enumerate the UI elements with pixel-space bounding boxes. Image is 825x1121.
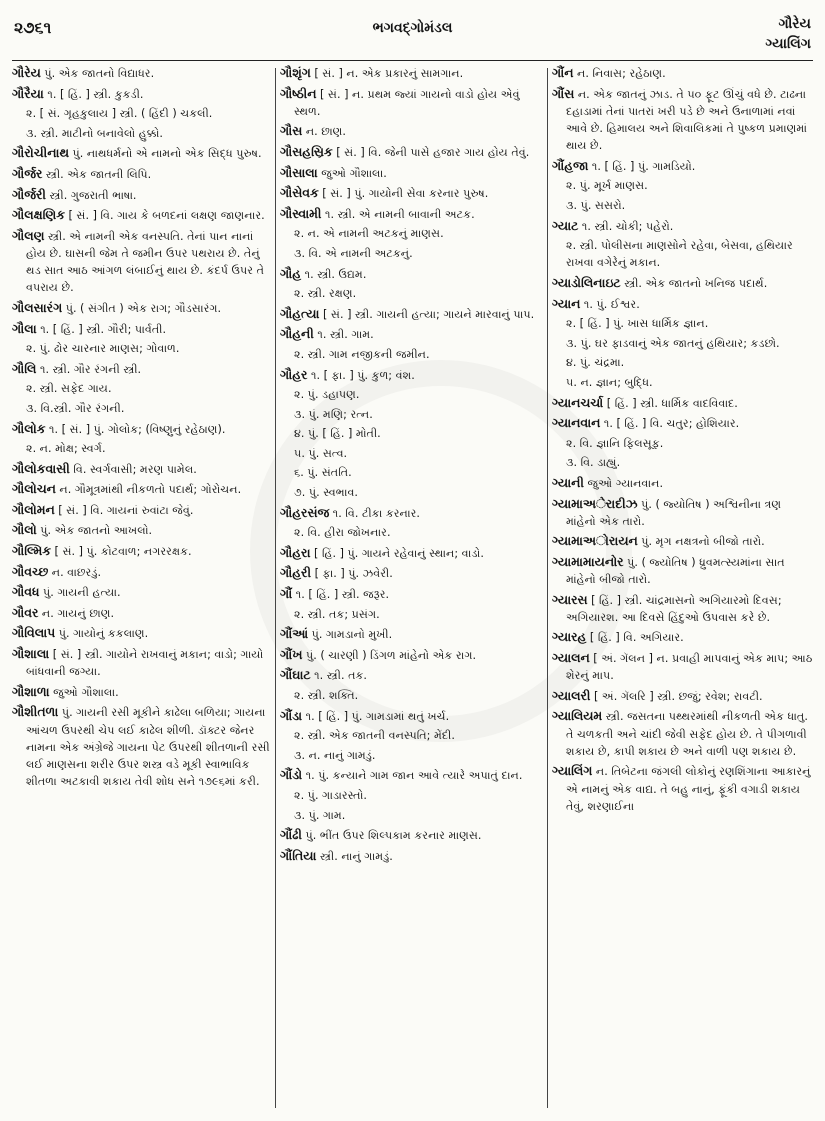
entry-headword: ગ્યાલન [552, 650, 590, 666]
entry-definition: [ અં. ગૅલન ] ન. પ્રવાહી માપવાનું એક માપ; આઠ શેરનું માપ. [566, 652, 813, 683]
entry-headword: ગૌહત્યા [280, 305, 320, 321]
entry-sense: ૨. ન. એ નામની અટકનું માણસ. [294, 227, 444, 241]
entry-definition: પું. ( જ્યોતિષ ) ધ્રુવમત્સ્યમાંના સાત માંહેનો બીજો તારો. [566, 555, 785, 587]
entry-headword: ગૌર્જરી [12, 186, 46, 202]
dictionary-entry [280, 666, 542, 684]
entry-sense: ૨. સ્ત્રી. પોલીસના માણસોને રહેવા, બેસવા, હથિયાર રાખવા વગેરેનું મકાન. [566, 239, 793, 270]
dictionary-entry [552, 762, 813, 815]
entry-definition: ૧. [ હિં. ] પું. ગામડિયો. [591, 159, 696, 173]
dictionary-entry [12, 563, 270, 581]
entry-sense: ૨. સ્ત્રી. ગામ નજીકની જમીન. [294, 347, 430, 361]
entry-definition: [ ફા. ] પું. ઝવેરી. [314, 567, 393, 581]
entry-definition: પું. ( ચારણી ) ડિંગળ માંહેનો એક રાગ. [305, 648, 477, 662]
entry-sense: ૩. વિ. એ નામની અટકનું. [294, 246, 413, 260]
entry-sense: ૨. ન. મોક્ષ; સ્વર્ગ. [26, 442, 106, 456]
dictionary-entry [12, 501, 270, 519]
entry-definition: [ સં. ] વિ. જેની પાસે હજાર ગાય હોય તેવું. [336, 145, 530, 159]
dictionary-entry [280, 64, 542, 82]
entry-definition: [ અં. ગૅલરિ ] સ્ત્રી. છજું; રવેશ; રાવટી. [594, 689, 763, 703]
entry-headword: ગૌવચ્છ [12, 563, 49, 579]
dictionary-entry [280, 707, 542, 725]
dictionary-entry [552, 474, 813, 492]
entry-sense: ૨. પું. ડહાપણ. [294, 388, 360, 402]
entry-definition: સ્ત્રી. એક જાતની લિપિ. [45, 167, 152, 181]
dictionary-entry [280, 122, 542, 140]
entry-sense: ૩. પું. સસરો. [566, 198, 626, 212]
dictionary-entry [280, 504, 542, 522]
entry-definition: પું. મૃગ નક્ષત્રનો બીજો તારો. [641, 535, 765, 549]
entry-definition: ૧. [ હિં. ] પું. ગામડામાં થતું ખર્ચ. [305, 709, 450, 723]
column-3 [552, 64, 813, 1114]
entry-headword: ગૌંતિયા [280, 847, 317, 863]
entry-headword: ગ્યાટ [552, 217, 579, 233]
entry-definition: સ્ત્રી. એક જાતનો ખનિજ પદાર્થ. [624, 276, 768, 290]
entry-headword: ગૌસ્વામી [280, 205, 322, 221]
entry-headword: ગૌવધ [12, 584, 40, 600]
dictionary-entry [552, 532, 813, 550]
entry-headword: ગૌલોમન [12, 501, 55, 517]
dictionary-entry [12, 683, 270, 701]
running-title: ભગવદ્ગોમંડલ [372, 20, 453, 36]
guide-word-first: ગૌરેય [778, 16, 811, 32]
entry-headword: ગૌસહસ્રિક [280, 143, 333, 159]
dictionary-entry [12, 542, 270, 560]
entry-definition: ૧. સ્ત્રી. ગૌર રંગની સ્ત્રી. [39, 362, 142, 376]
entry-headword: ગૌંડો [280, 767, 303, 783]
dictionary-entry [12, 604, 270, 622]
dictionary-entry [280, 164, 542, 182]
entry-headword: ગૌહ [280, 265, 302, 281]
entry-definition: ૧. [ હિં. ] સ્ત્રી. કુકડી. [47, 87, 144, 101]
entry-definition: [ સં. ] પું. ગાયોની સેવા કરનાર પુરુષ. [322, 187, 489, 201]
entry-definition: ૧. વિ. ટીકા કરનાર. [332, 506, 420, 520]
header-rule [12, 60, 813, 61]
entry-definition: ન. એક જાતનું ઝાડ. તે ૫૦ ફૂટ ઊંચું વધે છે. ટાઢના દહાડામાં તેનાં પાતરાં ખરી પડે છે અને ઉનાળામાં નવાં આવે છે. હિમાલય અને શિવાલિકમાં તે પુષ્કળ પ્રમાણમાં થાય છે. [566, 87, 807, 153]
entry-headword: ગૌલક્ષણિક [12, 207, 65, 223]
entry-definition: ૧. [ હિં. ] સ્ત્રી. જરૂર. [295, 588, 390, 602]
dictionary-entry [12, 360, 270, 378]
entry-definition: ન. છાણ. [305, 125, 346, 139]
entry-sense: ૨. વિ. જ્ઞાનિ ફિલસૂફ. [566, 436, 664, 450]
dictionary-entry [12, 420, 270, 438]
entry-definition: વિ. સ્વર્ગવાસી; મરણ પામેલ. [73, 462, 197, 476]
entry-headword: ગૌં [280, 586, 293, 602]
entry-definition: ૧. પું. કન્યાને ગામ જાન આવે ત્યારે અપાતું દાન. [305, 769, 523, 783]
entry-definition: પું. ગાયની રસી મૂકીને કાઢેલા બળિયા; ગાયના આંચળ ઉપરથી ચેપ લઈ કાઢેલ શીળી. ડૉક્ટર જેનર નામના એક અંગ્રેજે ગાયના પેટ ઉપરથી શીતળાની રસી લઈ માણસના શરીર ઉપર શસ્ત્ર વડે મૂકી સ્વાભાવિક શીતળા અટકાવી શકાય તેવી શોધ સને ૧૭૯૬માં કરી. [26, 706, 270, 789]
dictionary-entry [552, 628, 813, 646]
entry-definition: ૧. સ્ત્રી. ઉદ્યમ. [304, 267, 367, 281]
entry-definition: જુઓ ગ્યાનવાન. [587, 476, 664, 490]
entry-headword: ગૌલોચન [12, 481, 56, 497]
entry-headword: ગૌંહજા [552, 157, 589, 173]
entry-headword: ગૌશાલા [12, 646, 50, 662]
entry-definition: ન. તિબેટના જંગલી લોકોનું રણશિંગાના આકારનું એ નામનું એક વાદ્ય. તે બહુ નાનું, ફૂંકી વગાડી શકાય તેવું, શરણાઈના [566, 765, 811, 813]
entry-headword: ગૌંડા [280, 707, 303, 723]
guide-words [765, 14, 811, 54]
dictionary-entry [12, 227, 270, 297]
entry-definition: ૧. સ્ત્રી. એ નામની બાવાની અટક. [324, 207, 475, 221]
dictionary-entry [280, 265, 542, 283]
column-2 [280, 64, 542, 1114]
entry-headword: ગૌષ્ઠીન [280, 85, 317, 101]
column-divider [275, 68, 276, 1108]
dictionary-entry [552, 553, 813, 588]
entry-headword: ગ્યાન [552, 295, 581, 311]
entry-headword: ગૌંઢી [280, 827, 302, 843]
entry-headword: ગૌલોકવાસી [12, 460, 70, 476]
dictionary-entry [280, 544, 542, 562]
entry-headword: ગ્યાલિંગ [552, 763, 593, 779]
dictionary-entry [280, 564, 542, 582]
entry-definition: સ્ત્રી. ગુજરાતી ભાષા. [49, 188, 137, 202]
dictionary-entry [280, 85, 542, 120]
dictionary-entry [280, 585, 542, 603]
entry-headword: ગૌલો [12, 522, 37, 538]
entry-definition: પું. ગાયની હત્યા. [42, 586, 121, 600]
entry-definition: જુઓ ગૌશાલા. [53, 685, 119, 699]
entry-definition: ૧. [ હિં. ] સ્ત્રી. ગૌરી; પાર્વતી. [40, 322, 167, 336]
entry-sense: ૨. [ હિં. ] પું. ખાસ ધાર્મિક જ્ઞાન. [566, 317, 709, 331]
dictionary-entry [12, 320, 270, 338]
dictionary-entry [552, 495, 813, 530]
dictionary-entry [552, 157, 813, 175]
entry-headword: ગૌંઆં [280, 626, 308, 642]
entry-sense: ૨. વિ. હીરા જોખનાર. [294, 526, 391, 540]
dictionary-entry [552, 274, 813, 292]
dictionary-entry [12, 64, 270, 82]
dictionary-columns [12, 64, 813, 1114]
dictionary-entry [12, 460, 270, 478]
entry-sense: ૬. પું. સંતતિ. [294, 466, 352, 480]
entry-sense: ૨. સ્ત્રી. તક; પ્રસંગ. [294, 607, 380, 621]
entry-headword: ગૌવર [12, 604, 39, 620]
dictionary-entry [12, 645, 270, 680]
dictionary-entry [280, 366, 542, 384]
entry-headword: ગૌહરા [280, 544, 311, 560]
entry-definition: ૧. સ્ત્રી. તક. [314, 669, 367, 683]
entry-headword: ગ્યાલિયમ [552, 708, 603, 724]
page-number: ૨૭૬૧ [14, 18, 52, 37]
entry-headword: ગૌલ્મિક [12, 543, 51, 559]
entry-definition: ૧. સ્ત્રી. ચોકી; પહેરો. [581, 219, 674, 233]
entry-headword: ગ્યાનચર્ચા [552, 394, 604, 410]
entry-headword: ગૌલા [12, 320, 37, 336]
entry-definition: પું. ગામડાનો મુખી. [311, 628, 393, 642]
dictionary-entry [12, 85, 270, 103]
dictionary-entry [280, 826, 542, 844]
entry-sense: ૫. ન. જ્ઞાન; બુદ્ધિ. [566, 375, 653, 389]
entry-headword: ગૌલણ [12, 227, 45, 243]
entry-headword: ગૌલસારંગ [12, 299, 63, 315]
entry-headword: ગૌસાલા [280, 164, 318, 180]
entry-sense: ૨. સ્ત્રી. સફેદ ગાય. [26, 382, 112, 396]
page-header [0, 0, 825, 58]
entry-sense: ૩. વિ. ડાહ્યું. [566, 456, 621, 470]
column-divider [547, 68, 548, 1108]
dictionary-entry [280, 205, 542, 223]
entry-sense: ૭. પું. સ્વભાવ. [294, 486, 358, 500]
entry-sense: ૨. પું. મૂર્ખ માણસ. [566, 179, 648, 193]
entry-definition: જુઓ ગૌશાલા. [321, 166, 387, 180]
entry-definition: ન. વાછરડું. [51, 565, 102, 579]
entry-headword: ગ્યામાઅોરાયન [552, 533, 638, 549]
entry-headword: ગૌહરસંજ [280, 504, 330, 520]
entry-headword: ગ્યાની [552, 474, 584, 490]
entry-sense: ૩. ન. નાનું ગામડું. [294, 748, 376, 762]
entry-definition: સ્ત્રી. નાનું ગામડું. [320, 849, 393, 863]
entry-headword: ગ્યાલરી [552, 687, 591, 703]
entry-definition: [ સં. ] વિ. ગાય કે બળદનાં લક્ષણ જાણનાર. [68, 209, 265, 223]
entry-headword: ગૌલિ [12, 360, 37, 376]
entry-sense: ૨. સ્ત્રી. શક્તિ. [294, 689, 359, 703]
entry-sense: ૩. સ્ત્રી. માટીનો બનાવેલો હુક્કો. [26, 126, 163, 140]
dictionary-entry [12, 703, 270, 790]
dictionary-entry [280, 625, 542, 643]
entry-definition: [ હિં. ] વિ. અગિયાર. [589, 631, 684, 645]
entry-definition: [ હિં. ] સ્ત્રી. ધાર્મિક વાદવિવાદ. [606, 396, 738, 410]
entry-definition: ન. ગૌમૂત્રમાંથી નીકળતો પદાર્થ; ગોરોચન. [59, 483, 242, 497]
entry-headword: ગ્યાડોલિનાઇટ [552, 274, 621, 290]
dictionary-entry [12, 186, 270, 204]
entry-definition: પું. એક જાતનો વિદ્યાધર. [44, 67, 155, 80]
entry-definition: [ હિં. ] સ્ત્રી. ચાંદ્રમાસનો અગિયારમો દિવસ; અગિયારશ. આ દિવસે હિંદુઓ ઉપવાસ કરે છે. [566, 593, 782, 624]
entry-definition: [ હિં. ] પું. ગાયને રહેવાનું સ્થાન; વાડો. [314, 546, 484, 560]
entry-sense: ૩. પું. ઘર ફાડવાનું એક જાતનું હથિયાર; કડછો. [566, 336, 780, 350]
entry-headword: ગ્યારસ [552, 591, 588, 607]
entry-headword: ગ્યામાઅેરાદીઝ [552, 495, 638, 511]
entry-definition: [ સં. ] સ્ત્રી. ગાયોને રાખવાનું મકાન; વાડો; ગાયો બાંધવાની જગ્યા. [26, 648, 264, 679]
dictionary-entry [552, 707, 813, 760]
dictionary-entry [280, 646, 542, 664]
entry-definition: પું. ભીંત ઉપર શિલ્પકામ કરનાર માણસ. [305, 829, 482, 843]
entry-sense: ૩. વિ.સ્ત્રી. ગૌર રંગની. [26, 401, 125, 415]
dictionary-entry [552, 85, 813, 155]
entry-definition: [ સં. ] ન. એક પ્રકારનું સામગાન. [314, 67, 464, 80]
entry-headword: ગૌસેવક [280, 185, 319, 201]
entry-headword: ગૌરેય [12, 65, 41, 80]
entry-definition: પું. ( સંગીત ) એક રાગ; ગૌડસારંગ. [65, 301, 222, 315]
entry-sense: ૪. પું. ચંદ્રમા. [566, 356, 625, 370]
entry-headword: ગૌહરી [280, 565, 311, 581]
entry-definition: ન. ગાયનું છાણ. [41, 606, 115, 620]
entry-sense: ૩. પું. ગામ. [294, 808, 346, 822]
dictionary-entry [12, 144, 270, 162]
entry-definition: પું. એક જાતનો આખલો. [40, 524, 153, 538]
entry-sense: ૨. [ સં. ગૃહકુલાય ] સ્ત્રી. ( હિંદી ) ચકલી. [26, 107, 213, 121]
entry-headword: ગૌંખ [280, 646, 303, 662]
dictionary-entry [552, 217, 813, 235]
entry-headword: ગૌશીતળા [12, 704, 59, 720]
entry-sense: ૩. પું. મણિ; રત્ન. [294, 407, 373, 421]
dictionary-entry [552, 414, 813, 432]
entry-definition: ૧. પું. ઈશ્વર. [583, 297, 640, 311]
entry-headword: ગૌરૈયા [12, 85, 44, 101]
entry-headword: ગૌસ [280, 123, 303, 139]
dictionary-entry [12, 521, 270, 539]
dictionary-entry [280, 184, 542, 202]
entry-headword: ગૌર્જર [12, 165, 43, 181]
entry-definition: ૧. સ્ત્રી. ગામ. [317, 328, 374, 342]
entry-headword: ગૌશાળા [12, 683, 50, 699]
entry-headword: ગૌલોક [12, 420, 46, 436]
entry-definition: ૧. [ હિં. ] વિ. ચતુર; હોશિયાર. [603, 417, 740, 431]
dictionary-entry [552, 394, 813, 412]
entry-definition: [ સં. ] ન. પ્રથમ જ્યાં ગાયનો વાડો હોય એવું સ્થળ. [294, 87, 520, 118]
dictionary-entry [552, 295, 813, 313]
entry-definition: સ્ત્રી. એ નામની એક વનસ્પતિ. તેનાં પાન નાનાં હોય છે. ઘાસની જેમ તે જમીન ઉપર પથરાય છે. તેનું થડ સાત આઠ આંગળ લંબાઈનું થાય છે. કંદર્પ ઉપર તે વપરાય છે. [26, 229, 264, 295]
dictionary-entry [12, 165, 270, 183]
entry-definition: [ સં. ] વિ. ગાયનાં રુવાંટા જેવું. [58, 503, 194, 517]
column-1 [12, 64, 270, 1114]
entry-sense: ૨. પું. ઢોર ચારનાર માણસ; ગોવાળ. [26, 342, 180, 356]
entry-definition: ૧. [ ફા. ] પું. કુળ; વંશ. [311, 368, 415, 382]
dictionary-entry [280, 143, 542, 161]
entry-sense: ૨. સ્ત્રી. રક્ષણ. [294, 287, 357, 301]
dictionary-entry [280, 766, 542, 784]
entry-definition: ૧. [ સં. ] પું. ગોલોક; (વિષ્ણુનું રહેઠાણ). [49, 422, 226, 436]
dictionary-entry [280, 305, 542, 323]
dictionary-entry [280, 325, 542, 343]
dictionary-entry [12, 299, 270, 317]
entry-sense: ૨. પું. ગાડારસ્તો. [294, 788, 367, 802]
dictionary-entry [12, 583, 270, 601]
entry-definition: પું. ગાયોનું કકલાણ. [58, 627, 149, 641]
entry-headword: ગૌશૃંગ [280, 65, 311, 80]
entry-headword: ગ્યામામાયનોર [552, 553, 624, 569]
entry-headword: ગૌંન [552, 65, 574, 80]
guide-word-last: ગ્યાલિંગ [765, 36, 811, 52]
entry-definition: [ સં. ] સ્ત્રી. ગાયની હત્યા; ગાયને મારવાનું પાપ. [322, 307, 535, 321]
entry-headword: ગૌવિલાપ [12, 625, 56, 641]
entry-headword: ગૌરોચીનાથ [12, 145, 69, 161]
entry-headword: ગ્યાનવાન [552, 415, 601, 431]
entry-definition: પું. ( જ્યોતિષ ) અશ્વિનીના ત્રણ માંહેનો એક તારો. [566, 497, 782, 528]
entry-definition: [ સં. ] પું. કોટવાળ; નગરરક્ષક. [54, 545, 192, 559]
entry-headword: ગૌહર [280, 366, 308, 382]
entry-headword: ગૌંઘાટ [280, 667, 311, 683]
dictionary-entry [552, 687, 813, 705]
entry-sense: ૫. પું. સત્વ. [294, 446, 348, 460]
dictionary-entry [12, 480, 270, 498]
dictionary-entry [12, 624, 270, 642]
entry-sense: ૨. સ્ત્રી. એક જાતની વનસ્પતિ; મેંદી. [294, 729, 455, 743]
dictionary-entry [552, 591, 813, 626]
dictionary-entry [552, 649, 813, 684]
entry-definition: પું. નાથધર્મનો એ નામનો એક સિદ્ધ પુરુષ. [72, 147, 262, 161]
entry-headword: ગ્યારહ [552, 629, 587, 645]
entry-sense: ૪. પું. [ હિં. ] મોતી. [294, 427, 381, 441]
entry-headword: ગૌહની [280, 326, 314, 342]
dictionary-entry [12, 206, 270, 224]
entry-headword: ગૌંસ [552, 85, 575, 101]
dictionary-entry [280, 847, 542, 865]
entry-definition: ન. નિવાસ; રહેઠાણ. [577, 67, 666, 80]
dictionary-entry [552, 64, 813, 82]
entry-definition: સ્ત્રી. જસતના પથ્થરમાંથી નીકળતી એક ધાતુ. તે ચળકતી અને ચાંદી જેવી સફેદ હોય છે. તે પીગળાવી શકાય છે, કાપી શકાય છે અને વાળી પણ શકાય છે. [566, 710, 808, 758]
